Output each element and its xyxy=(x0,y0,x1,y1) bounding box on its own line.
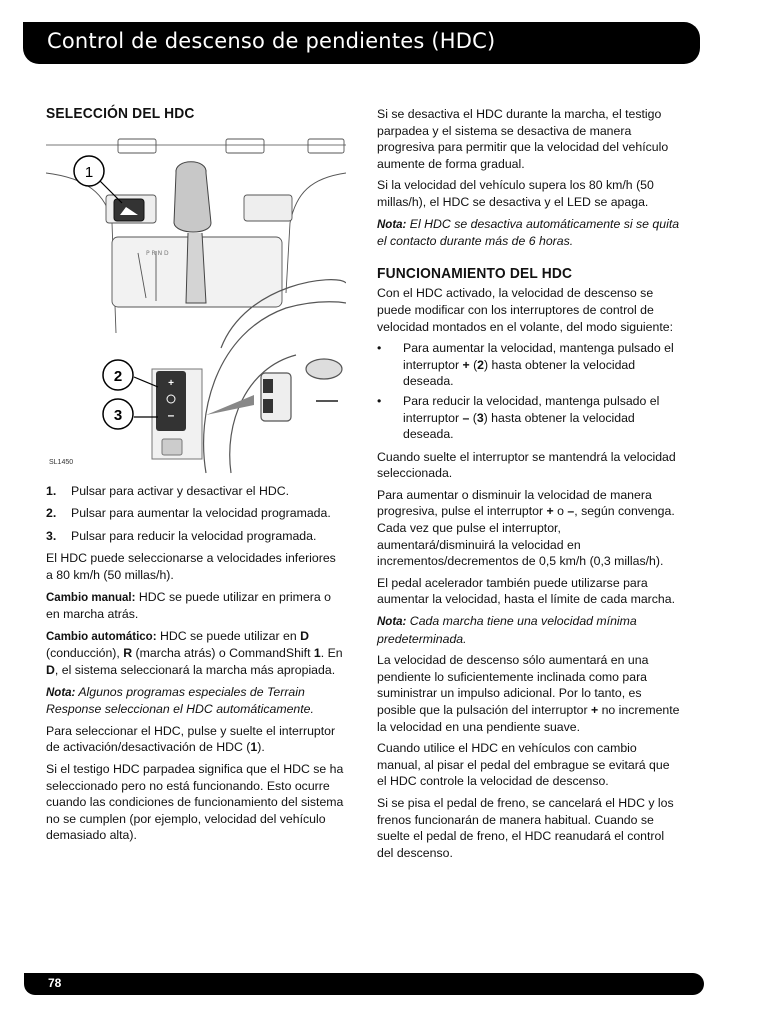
console-steering-wheel-diagram xyxy=(46,133,346,475)
callout-1-label: 1 xyxy=(84,163,94,181)
paragraph-speed-limit: El HDC puede seleccionarse a velocidades inferiores a 80 km/h (50 millas/h). xyxy=(46,551,336,582)
paragraph-automatic: Cambio automático: HDC se puede utilizar en D (conducción), R (marcha atrás) o CommandShift 1. En D, el sistema seleccionará la marcha más apropiada. xyxy=(46,628,343,677)
paragraph-intro: Con el HDC activado, la velocidad de descenso se puede modificar con los interruptores de control de velocidad montados en el volante, del modo siguiente: xyxy=(377,286,674,334)
title-bar xyxy=(23,22,700,64)
list-item: 3. Pulsar para reducir la velocidad programada. xyxy=(46,528,317,543)
right-column xyxy=(377,106,682,866)
paragraph-clutch: Cuando utilice el HDC en vehículos con cambio manual, al pisar el pedal del embrague se evitará que el HDC controle la velocidad de descenso. xyxy=(377,741,670,789)
svg-text:–: – xyxy=(167,407,175,422)
paragraph-brake: Si se pisa el pedal de freno, se cancelará el HDC y los frenos funcionarán de manera habitual. Cuando se suelte el pedal de freno, el HDC reanudará el control del descenso. xyxy=(377,795,674,860)
svg-text:P R N D: P R N D xyxy=(146,249,169,257)
paragraph-slope: La velocidad de descenso sólo aumentará en una pendiente lo suficientemente inclinada como para suministrar un impulso adicional. Por lo tanto, es posible que la pulsación del interruptor + no incremente la velocidad en una pendiente suave. xyxy=(377,653,680,734)
list-item: 2. Pulsar para aumentar la velocidad programada. xyxy=(46,506,331,521)
paragraph-adjust: Para aumentar o disminuir la velocidad de manera progresiva, pulse el interruptor + o –, según convenga. Cada vez que pulse el interruptor, aumentará/disminuirá la velocidad en incrementos/decrementos de 0,5 km/h (0,3 millas/h). xyxy=(377,487,675,569)
paragraph-select: Para seleccionar el HDC, pulse y suelte el interruptor de activación/desactivación de HDC (1). xyxy=(46,723,336,755)
numbered-list xyxy=(46,483,346,545)
paragraph-accelerator: El pedal acelerador también puede utilizarse para aumentar la velocidad, hasta el límite de cada marcha. xyxy=(377,575,676,607)
svg-text:3: 3 xyxy=(113,406,123,424)
svg-text:2: 2 xyxy=(113,367,123,385)
paragraph-release: Cuando suelte el interruptor se mantendrá la velocidad seleccionada. xyxy=(377,449,676,481)
figure-code: SL1450 xyxy=(49,459,74,466)
svg-text:+: + xyxy=(168,377,174,389)
paragraph-deactivate: Si se desactiva el HDC durante la marcha, el testigo parpadea y el sistema se desactiva de manera progresiva para permitir que la velocidad del vehículo aumente de forma gradual. xyxy=(377,107,669,171)
paragraph-flashing: Si el testigo HDC parpadea significa que el HDC se ha seleccionado pero no está funcionando. Esto ocurre cuando las condiciones de funcionamiento del sistema no se cumplen (por ejemplo, velocidad del vehículo demasiado alta). xyxy=(46,761,344,843)
list-item: 1. Pulsar para activar y desactivar el HDC. xyxy=(46,483,290,498)
hdc-button xyxy=(114,199,144,221)
page-number: 78 xyxy=(48,976,62,990)
footer-bar xyxy=(24,973,704,995)
list-item: • Para aumentar la velocidad, mantenga pulsado el interruptor + (2) hasta obtener la velocidad deseada. xyxy=(377,341,674,389)
left-column xyxy=(46,100,346,849)
paragraph-manual: Cambio manual: HDC se puede utilizar en primera o en marcha atrás. xyxy=(46,589,331,622)
paragraph-overspeed: Si la velocidad del vehículo supera los 80 km/h (50 millas/h), el HDC se desactiva y el LED se apaga. xyxy=(377,178,654,209)
note-terrain-response: Nota: Algunos programas especiales de Terrain Response seleccionan el HDC automáticamente. xyxy=(46,684,314,717)
list-item: • Para reducir la velocidad, mantenga pulsado el interruptor – (3) hasta obtener la velocidad deseada. xyxy=(377,393,660,442)
steering-wheel xyxy=(204,279,346,472)
note-minimum-speed: Nota: Cada marcha tiene una velocidad mínima predeterminada. xyxy=(377,614,637,646)
hdc-illustration xyxy=(46,133,346,475)
page-title: Control de descenso de pendientes (HDC) xyxy=(47,29,496,53)
note-ignition: Nota: El HDC se desactiva automáticamente si se quita el contacto durante más de 6 horas. xyxy=(377,216,680,249)
section-heading-selection: SELECCIÓN DEL HDC xyxy=(46,105,195,122)
bullet-list xyxy=(377,340,682,443)
section-heading-operation: FUNCIONAMIENTO DEL HDC xyxy=(377,264,573,282)
